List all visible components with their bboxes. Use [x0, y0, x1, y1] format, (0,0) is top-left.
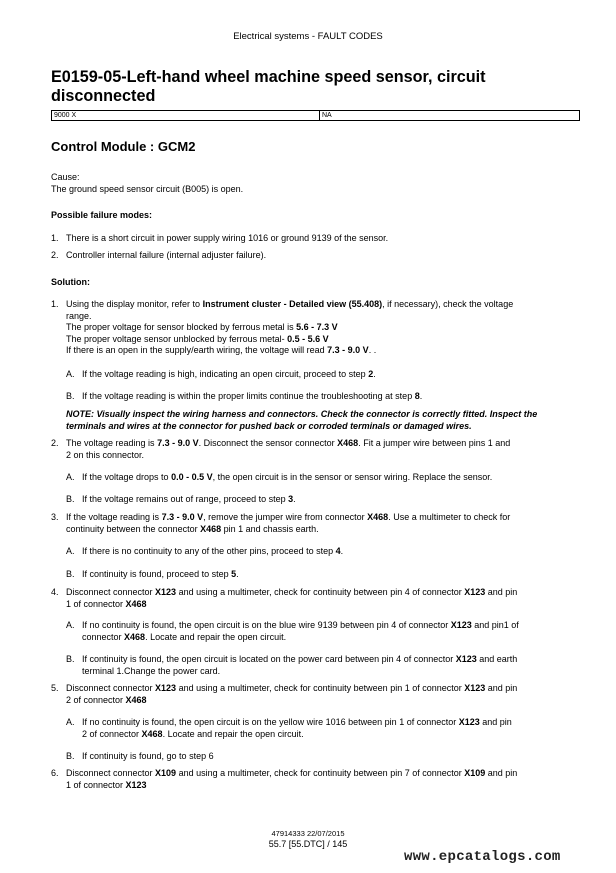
document-code: 47914333 22/07/2015: [271, 829, 345, 838]
model-cell: NA: [322, 112, 332, 119]
cause-text: The ground speed sensor circuit (B005) is open.: [51, 183, 244, 194]
brand-watermark[interactable]: www.epcatalogs.com: [404, 849, 561, 865]
page-title: E0159-05-Left-hand wheel machine speed sensor, circuit disconnected: [51, 68, 486, 105]
model-cell: 9000 X: [52, 111, 320, 120]
cause-section: [51, 172, 581, 195]
page-number: 55.7 [55.DTC] / 145: [268, 839, 348, 849]
page-header: Electrical systems - FAULT CODES: [233, 31, 383, 42]
failure-label: Possible failure modes:: [51, 210, 153, 220]
cause-label: Cause:: [51, 172, 80, 182]
control-module-heading: Control Module : GCM2: [51, 139, 196, 154]
note: NOTE: Visually inspect the wiring harness and connectors. Check the connector is correctly fitted. Inspect the terminals and wires at the connector for pushed back or corroded terminals or damaged wires.: [66, 409, 538, 431]
model-table: [51, 110, 580, 121]
solution-label: Solution:: [51, 277, 90, 287]
